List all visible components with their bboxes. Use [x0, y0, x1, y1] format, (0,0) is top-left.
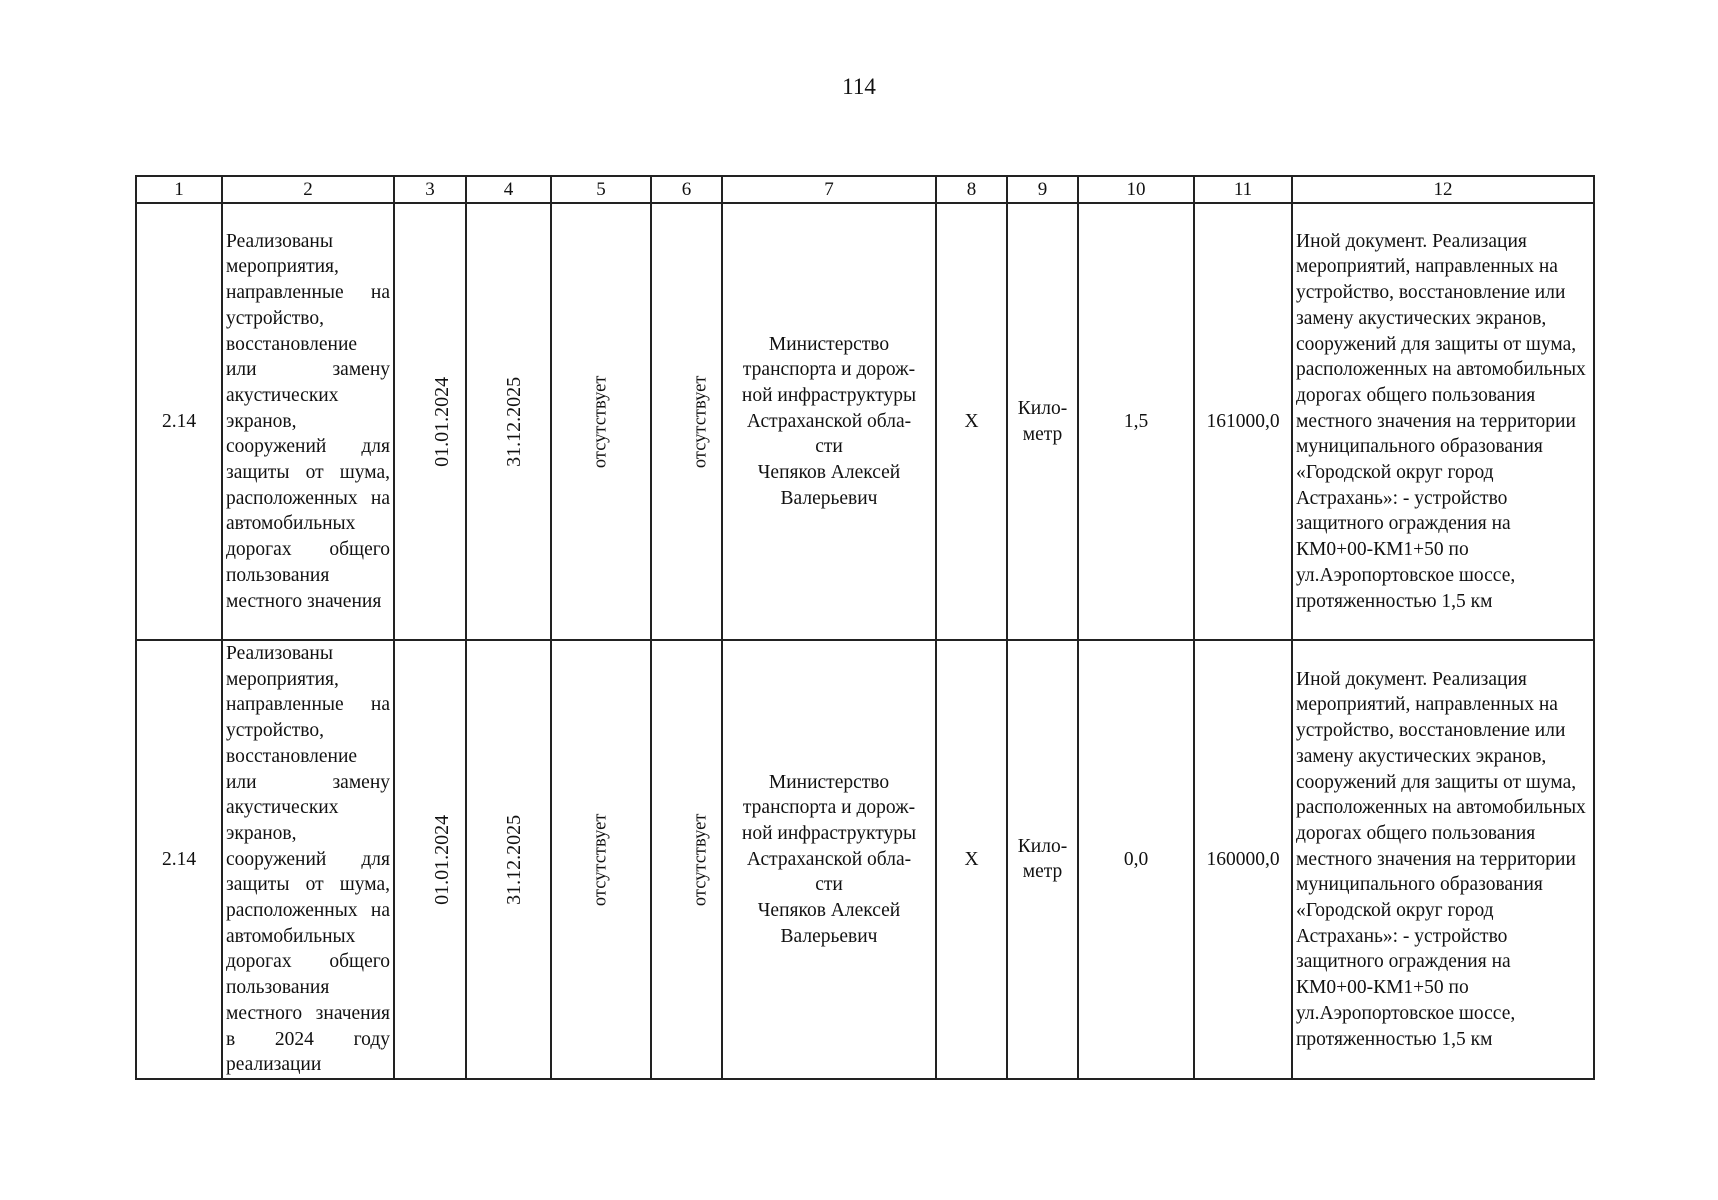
start-date: 01.01.2024: [431, 376, 454, 467]
col6-cell: [651, 203, 722, 640]
unit-line: Кило-: [1017, 397, 1068, 419]
document-note: Иной документ. Реализация мероприятий, направленных на устройство, восстановление или замену акустических экранов, сооружений для защиты от шума, расположенных на автомобильных дорогах общего пользования местного значения на территории муниципального образования «Городской округ город Астрахань»: - устройство защитного ограждения на КМ0+00-КМ1+50 по ул.Аэропортовское шоссе, протяженностью 1,5 км: [1292, 203, 1594, 640]
start-date-cell: [394, 640, 466, 1079]
org-line: транспорта и дорож-: [742, 359, 916, 381]
col6-value: отсутствует: [690, 813, 711, 907]
unit-cell: [1007, 640, 1078, 1079]
end-date-cell: [466, 640, 551, 1079]
org-line: ной инфраструктуры: [741, 822, 917, 844]
org-line: сти: [815, 436, 843, 458]
indicator-value: 0,0: [1078, 640, 1194, 1079]
page-number: 114: [842, 74, 876, 99]
indicator-value: 1,5: [1078, 203, 1194, 640]
responsible-org: [722, 203, 936, 640]
org-line: Валерьевич: [780, 925, 878, 947]
unit-line: метр: [1022, 423, 1063, 445]
org-line: Чепяков Алексей: [757, 462, 901, 484]
unit-line: метр: [1022, 861, 1063, 883]
col5-value: отсутствует: [590, 813, 611, 907]
amount-value: 160000,0: [1194, 640, 1292, 1079]
row-number: 2.14: [136, 640, 222, 1079]
amount-value: 161000,0: [1194, 203, 1292, 640]
event-description: Реализованы мероприятия, направленные на устройство, восстановление или замену акустических экранов, сооружений для защиты от шума, расположенных на автомобильных дорогах общего пользования местного значения: [222, 203, 394, 640]
column-header: 2: [222, 176, 394, 203]
org-line: ной инфраструктуры: [741, 384, 917, 406]
column-header: 7: [722, 176, 936, 203]
column-header: 9: [1007, 176, 1078, 203]
column-header: 8: [936, 176, 1007, 203]
column-header: 11: [1194, 176, 1292, 203]
org-line: Астраханской обла-: [746, 848, 912, 870]
unit-line: Кило-: [1017, 835, 1068, 857]
col5-value: отсутствует: [590, 375, 611, 469]
col8-value: Х: [936, 640, 1007, 1079]
end-date: 31.12.2025: [503, 376, 526, 467]
col5-cell: [551, 640, 651, 1079]
col5-cell: [551, 203, 651, 640]
row-number: 2.14: [136, 203, 222, 640]
end-date-cell: [466, 203, 551, 640]
start-date-cell: [394, 203, 466, 640]
column-header: 10: [1078, 176, 1194, 203]
column-header: 6: [651, 176, 722, 203]
column-header: 3: [394, 176, 466, 203]
col6-value: отсутствует: [690, 375, 711, 469]
org-line: Астраханской обла-: [746, 410, 912, 432]
col8-value: Х: [936, 203, 1007, 640]
table-row: [136, 203, 1594, 640]
org-line: Чепяков Алексей: [757, 900, 901, 922]
org-line: транспорта и дорож-: [742, 797, 916, 819]
document-note: Иной документ. Реализация мероприятий, направленных на устройство, восстановление или замену акустических экранов, сооружений для защиты от шума, расположенных на автомобильных дорогах общего пользования местного значения на территории муниципального образования «Городской округ город Астрахань»: - устройство защитного ограждения на КМ0+00-КМ1+50 по ул.Аэропортовское шоссе, протяженностью 1,5 км: [1292, 640, 1594, 1079]
data-table: [135, 175, 1595, 1080]
column-header: 5: [551, 176, 651, 203]
col6-cell: [651, 640, 722, 1079]
column-header: 12: [1292, 176, 1594, 203]
table-row: [136, 640, 1594, 1079]
org-line: Валерьевич: [780, 487, 878, 509]
event-description: Реализованы мероприятия, направленные на устройство, восстановление или замену акустических экранов, сооружений для защиты от шума, расположенных на автомобильных дорогах общего пользования местного значения в 2024 году реализации: [222, 640, 394, 1079]
column-header: 4: [466, 176, 551, 203]
responsible-org: [722, 640, 936, 1079]
unit-cell: [1007, 203, 1078, 640]
end-date: 31.12.2025: [503, 814, 526, 905]
org-line: Министерство: [768, 771, 890, 793]
org-line: Министерство: [768, 333, 890, 355]
column-header: 1: [136, 176, 222, 203]
start-date: 01.01.2024: [431, 814, 454, 905]
org-line: сти: [815, 874, 843, 896]
header-row: [136, 176, 1594, 203]
